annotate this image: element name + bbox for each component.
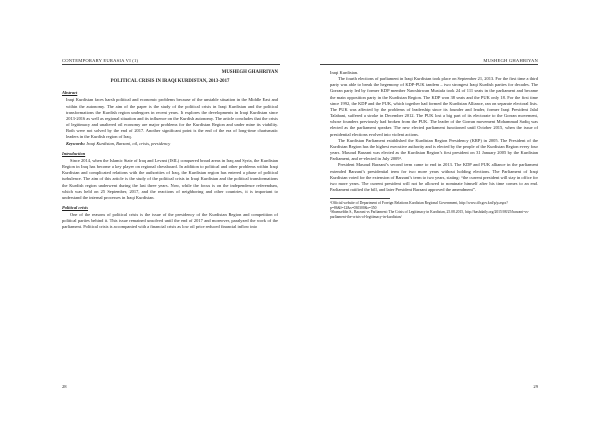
keywords-label: Keywords: [66, 140, 86, 146]
right-text-column [330, 70, 538, 220]
abstract-text: Iraqi Kurdistan faces harsh political and economic problems because of the unstable situation in the Middle East and within the autonomy. The aim of the paper is the study of the political crisis in Iraqi Kurdistan and the political transformations the Kurdish region undergoes in recent years. It explores the developments in Iraqi Kurdistan since 2013-2016 as well as regional situation and its influence on the Kurdish autonomy. The article concludes that the crisis of legitimacy and unaltered oil economy are major problems for the Kurdistan Region and under mine its viability. Both were not solved by the end of 2017. Another significant point is the end of the era of long-time charismatic leaders in the Kurdish region of Iraq. [66, 97, 278, 140]
article-title: POLITICAL CRISIS IN IRAQI KURDISTAN, 2013-2017 [110, 79, 230, 85]
header-rule-right [320, 64, 538, 65]
page-number-right: 29 [533, 384, 538, 389]
footnote-1: ¹Official website of Department of Foreign Relations Kurdistan Regional Government, http://www.dfr.gov.krd/p/p.aspx?p=86&l=12&s=030300&r=350 [330, 201, 508, 210]
running-header-left: CONTEMPORARY EURASIA VI (1) [62, 58, 139, 63]
author-name: MUSHEGH GHAHRIYAN [221, 70, 278, 75]
abstract-heading: Abstract [62, 90, 78, 96]
abstract-block [62, 97, 278, 146]
introduction-heading: Introduction [62, 150, 86, 156]
footnote-2: ²Shamseldin S., Barzani vs Parliament: The Crisis of Legitimacy in Kurdistan, 25.08.2015, http://bashdaily.org/2015/08/25/barzani-vs-parliament-the-crisis-of-legitimacy-in-kurdistan/ [330, 210, 529, 219]
paragraph-presidency: The Kurdistan Parliament established the Kurdistan Region Presidency (KRP) in 2005. The President of the Kurdistan Region has the highest executive authority and is elected by the people of the Kurdistan Region every four years. Masoud Barzani was elected as the Kurdistan Region’s first president on 31 January 2005 by the Kurdistan Parliament, and re-elected in July 2009¹. [330, 137, 538, 162]
page-number-left: 28 [62, 384, 67, 389]
political-crisis-text: One of the reasons of political crisis is the issue of the presidency of the Kurdistan Region and competition of political parties behind it. This issue remained unsolved until the end of 2017 and moreover, paralyzed the work of the parliament. Political crisis is accompanied with a financial crisis as low oil price reduced financial inflow into [62, 212, 278, 230]
right-page [300, 0, 600, 424]
paragraph-term-extension: President Masoud Barzani’s second term came to end in 2013. The KDP and PUK alliance in the parliament extended Barzani’s presidential term for two more years without holding elections. The Parliament of Iraqi Kurdistan voted for the extension of Barzani’s term to two years, stating: “the current president will stay in office for two more years. The current president will not be allowed to nominate himself after his time comes to an end. Parliament ratified the bill, and later President Barzani approved the amendment”. [330, 162, 538, 192]
keywords-line [66, 141, 278, 147]
footnote-rule [330, 198, 390, 199]
keywords-text: Iraqi Kurdistan, Barzani, oil, crisis, presidency [86, 140, 171, 146]
continued-text: Iraqi Kurdistan. [330, 70, 359, 75]
introduction-text: Since 2014, when the Islamic State of Iraq and Levant (ISIL) conquered broad areas in Iraq and Syria, the Kurdistan Region in Iraq has become a key player on regional chessboard. In addition to political and other problems within Iraqi Kurdistan and complicated relations with the authorities of Iraq, the Kurdistan region has entered a phase of political turbulence. The aim of this article is the study of the political crisis in Iraqi Kurdistan and the political transformations the Kurdish region underwent during the last three years. Now, while the focus is on the independence referendum, which was held on 25 September, 2017, and the reactions of neighboring and other countries, it is important to understand the internal processes in Iraqi Kurdistan. [62, 157, 278, 200]
running-header-right: MUSHEGH GHAHRIYAN [483, 58, 538, 63]
header-rule-left [62, 64, 280, 65]
left-text-column [62, 70, 278, 231]
paragraph-elections: The fourth elections of parliament in Iraqi Kurdistan took place on September 21, 2013. For the first time a third party was able to break the hegemony of KDP-PUK tandem – two strongest Iraqi Kurdish parties for decades. The Gorran party led by former KDP member Nawshirwan Mustafa took 24 of 111 seats in the parliament and became the main opposition party in the Kurdistan Region. The KDP won 38 seats and the PUK only 18. For the first time since 1992, the KDP and the PUK, which together had formed the Kurdistan Alliance, ran on separate electoral lists. The PUK was affected by the problems of leadership since its founder and leader, former Iraqi President Jalal Talabani, suffered a stroke in December 2012. The PUK lost a big part of its electorate to the Gorran movement, whose founders previously had broken from the PUK. The leader of the Gorran movement Mohammad Sadiq was elected as the parliament speaker. The new elected parliament functioned until October 2015, when the issue of presidential elections evolved into violent actions. [330, 76, 538, 137]
political-crisis-heading: Political crisis [62, 204, 89, 210]
